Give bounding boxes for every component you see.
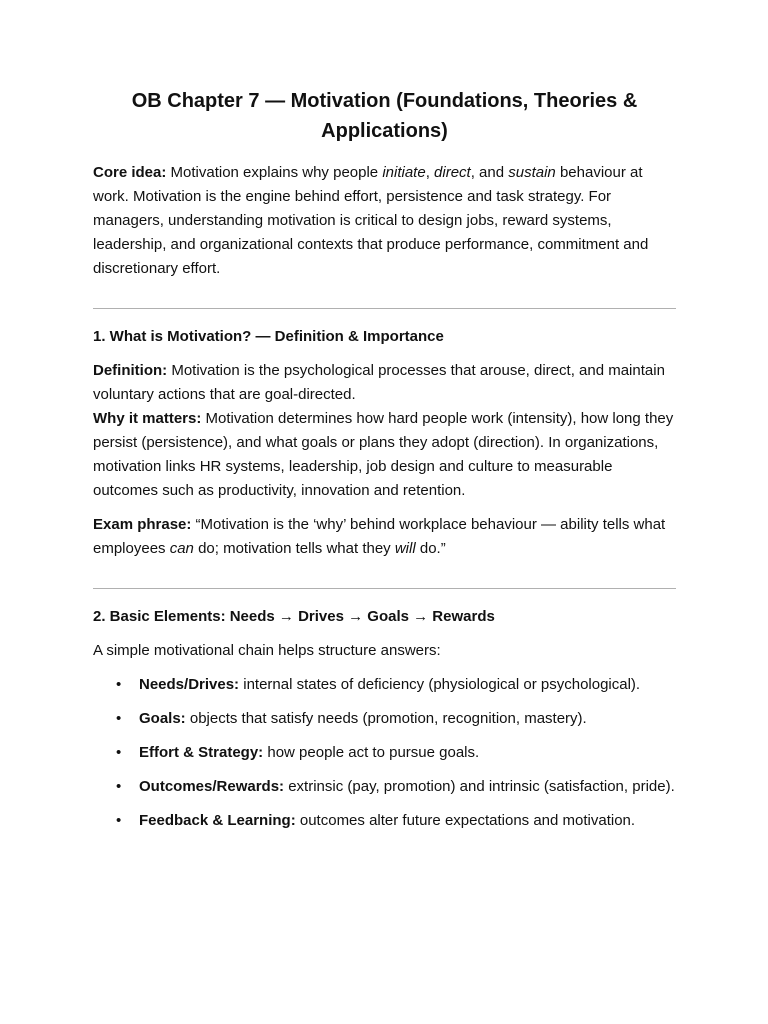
bullet-icon: • xyxy=(116,744,122,761)
page-title: OB Chapter 7 — Motivation (Foundations, Theories & Applications) xyxy=(131,90,638,142)
exam-phrase-label: Exam phrase: xyxy=(93,516,192,533)
list-item-text: extrinsic (pay, promotion) and intrinsic (satisfaction, pride). xyxy=(284,778,675,795)
list-item-label: Effort & Strategy: xyxy=(139,744,264,761)
section-1-heading: 1. What is Motivation? — Definition & Importance xyxy=(93,328,444,345)
core-idea-em-initiate: initiate xyxy=(382,164,426,181)
section-divider xyxy=(93,308,676,309)
core-idea-text: Motivation explains why people xyxy=(166,164,383,181)
core-idea-text: behaviour at work. Motivation is the engine behind effort, persistence and task strategy. For managers, understanding motivation is critical to design jobs, reward systems, leadership, and organizational contexts that produce performance, commitment and discretionary effort. xyxy=(93,164,649,277)
list-item xyxy=(116,673,676,697)
section-divider xyxy=(93,588,676,589)
core-idea-label: Core idea: xyxy=(93,164,167,181)
list-item-text: internal states of deficiency (physiological or psychological). xyxy=(239,676,641,693)
exam-phrase-paragraph xyxy=(93,513,676,561)
core-idea-sep: , and xyxy=(470,164,509,181)
bullet-icon: • xyxy=(116,676,122,693)
list-item xyxy=(116,775,676,799)
list-item xyxy=(116,707,676,731)
exam-phrase-em-can: can xyxy=(169,540,194,557)
why-it-matters-label: Why it matters: xyxy=(93,410,202,427)
list-item-label: Needs/Drives: xyxy=(139,676,240,693)
list-item-text: objects that satisfy needs (promotion, recognition, mastery). xyxy=(185,710,587,727)
list-item-text: how people act to pursue goals. xyxy=(263,744,480,761)
core-idea-paragraph xyxy=(93,161,676,281)
list-item xyxy=(116,741,676,765)
exam-phrase-em-will: will xyxy=(394,540,416,557)
list-item xyxy=(116,809,676,833)
why-it-matters-text: Motivation determines how hard people work (intensity), how long they persist (persistence), and what goals or plans they adopt (direction). In organizations, motivation links HR systems, leadership, job design and culture to measurable outcomes such as productivity, innovation and retention. xyxy=(93,410,674,499)
core-idea-sep: , xyxy=(425,164,435,181)
exam-phrase-text: do; motivation tells what they xyxy=(193,540,395,557)
definition-text: Motivation is the psychological processes that arouse, direct, and maintain voluntary actions that are goal-directed. xyxy=(93,362,665,403)
list-item-label: Goals: xyxy=(139,710,186,727)
elements-list xyxy=(93,673,676,833)
core-idea-em-sustain: sustain xyxy=(508,164,556,181)
definition-paragraph xyxy=(93,359,676,503)
list-item-text: outcomes alter future expectations and motivation. xyxy=(295,812,636,829)
bullet-icon: • xyxy=(116,710,122,727)
section-2-intro: A simple motivational chain helps structure answers: xyxy=(93,642,441,659)
list-item-label: Outcomes/Rewards: xyxy=(139,778,285,795)
exam-phrase-text: do.” xyxy=(415,540,446,557)
bullet-icon: • xyxy=(116,812,122,829)
definition-label: Definition: xyxy=(93,362,168,379)
section-2-heading: 2. Basic Elements: Needs → Drives → Goals → Rewards xyxy=(93,608,495,625)
exam-phrase-text: “Motivation is the ‘why’ behind workplace behaviour — ability tells what employees xyxy=(93,516,666,557)
bullet-icon: • xyxy=(116,778,122,795)
core-idea-em-direct: direct xyxy=(434,164,471,181)
list-item-label: Feedback & Learning: xyxy=(139,812,296,829)
